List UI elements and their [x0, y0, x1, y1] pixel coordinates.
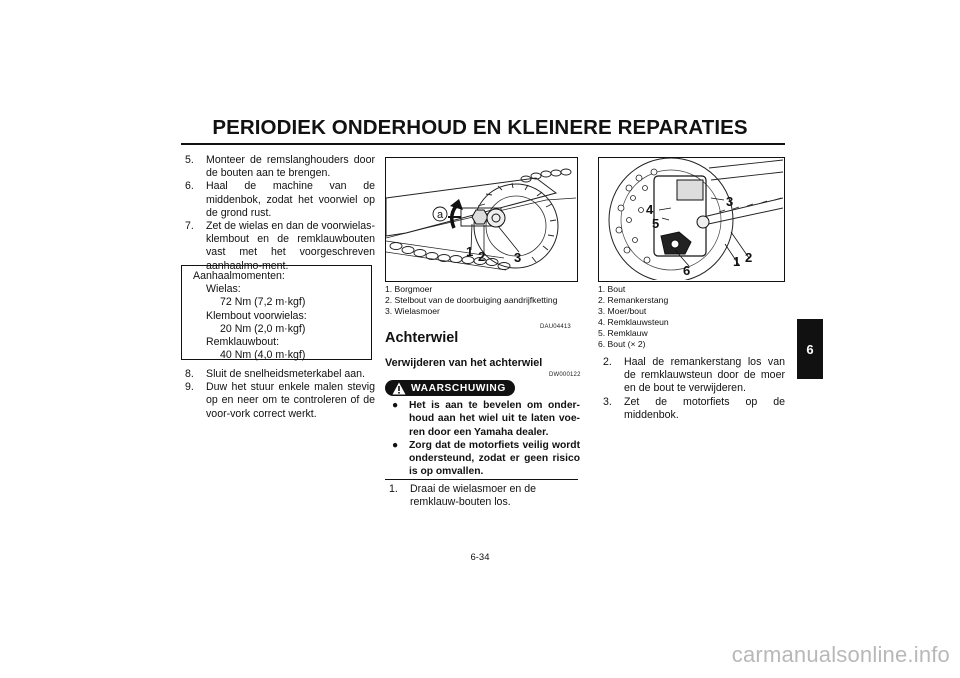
warning-item: ● Het is aan te bevelen om onder-houd aan het wiel uit te laten voe-ren door een Yamaha dealer.	[392, 400, 580, 438]
torque-value-wheel-axle: 72 Nm (7,2 m·kgf)	[220, 296, 306, 309]
brake-caliper-illustration	[599, 158, 783, 280]
torque-label-caliper-bolt: Remklauwbout:	[206, 336, 280, 349]
figure1-callout-a: a	[436, 209, 444, 221]
figure-brake-caliper	[598, 157, 785, 282]
figure2-caption-6: 6. Bout (× 2)	[598, 339, 646, 349]
torque-value-caliper-bolt: 40 Nm (4,0 m·kgf)	[220, 349, 306, 362]
step-1: 1. Draai de wielasmoer en de remklauw-bouten los.	[389, 483, 537, 509]
column-1-steps-after	[185, 368, 375, 421]
title-rule	[181, 143, 785, 145]
figure2-caption-2: 2. Remankerstang	[598, 295, 669, 305]
step-2: 2. Haal de remankerstang los van de remklauwsteun door de moer en de bout te verwijderen.	[603, 356, 785, 395]
figure2-caption-5: 5. Remklauw	[598, 328, 648, 338]
torque-value-clamp-bolt: 20 Nm (2,0 m·kgf)	[220, 322, 306, 335]
watermark: carmanualsonline.info	[731, 642, 950, 667]
step-5: 5. Monteer de remslanghouders door de bouten aan te brengen.	[185, 154, 375, 180]
warning-item: ● Zorg dat de motorfiets veilig wordt ondersteund, zodat er geen risico is op omvallen.	[392, 439, 580, 478]
bullet-icon: ●	[392, 439, 399, 451]
column-2-steps	[389, 483, 579, 509]
figure2-callout-3: 3	[726, 194, 734, 209]
figure2-caption-4: 4. Remklauwsteun	[598, 317, 669, 327]
warning-triangle-icon	[389, 380, 409, 396]
page-title: PERIODIEK ONDERHOUD EN KLEINERE REPARATIES	[212, 116, 748, 139]
warning-list	[392, 399, 580, 479]
torque-label-wheel-axle: Wielas:	[206, 283, 241, 296]
figure1-caption-2: 2. Stelbout van de doorbuiging aandrijfketting	[385, 295, 558, 305]
figure1-callout-1: 1	[466, 244, 474, 259]
step-7: 7. Zet de wielas en dan de voorwielas-klembout en de remklauwbouten vast met het voorgeschreven aanhaalmo-ment.	[185, 220, 376, 272]
figure2-callout-5: 5	[652, 216, 660, 231]
figure2-captions	[598, 284, 788, 350]
page-number: 6-34	[470, 552, 490, 563]
column-1-steps	[185, 154, 375, 273]
step-9: 9. Duw het stuur enkele malen stevig op en neer om te controleren of de voor-vork correct werkt.	[185, 381, 375, 420]
torque-title: Aanhaalmomenten:	[193, 270, 285, 282]
torque-label-clamp-bolt: Klembout voorwielas:	[206, 309, 307, 322]
figure1-caption-3: 3. Wielasmoer	[385, 306, 440, 316]
chain-adjuster-illustration	[386, 158, 576, 280]
warning-reference-code: DW000122	[549, 372, 581, 378]
warning-badge	[385, 380, 515, 396]
figure1-callout-2: 2	[478, 249, 486, 264]
figure-chain-adjuster	[385, 157, 578, 282]
bullet-icon: ●	[392, 400, 399, 411]
warning-label: WAARSCHUWING	[411, 382, 506, 394]
reference-code: DAU04413	[540, 324, 571, 330]
column-3-steps	[603, 356, 785, 422]
figure1-captions	[385, 284, 585, 317]
torque-spec-box	[181, 265, 372, 360]
figure2-callout-1: 1	[733, 254, 741, 269]
figure2-caption-3: 3. Moer/bout	[598, 306, 647, 316]
figure2-callout-4: 4	[646, 202, 654, 217]
warning-divider	[385, 479, 578, 480]
step-6: 6. Haal de machine van de middenbok, zodat het voorwiel op de grond rust.	[185, 180, 375, 219]
sub-heading: Verwijderen van het achterwiel	[385, 357, 543, 369]
figure2-caption-1: 1. Bout	[598, 284, 626, 294]
figure2-callout-2: 2	[745, 250, 753, 265]
figure1-callout-3: 3	[514, 250, 522, 265]
step-3: 3. Zet de motorfiets op de middenbok.	[603, 395, 785, 421]
figure1-caption-1: 1. Borgmoer	[385, 284, 433, 294]
step-8: 8. Sluit de snelheidsmeterkabel aan.	[185, 368, 366, 380]
figure2-callout-6: 6	[683, 263, 691, 278]
chapter-tab: 6	[797, 319, 823, 379]
section-heading: Achterwiel	[385, 330, 459, 346]
